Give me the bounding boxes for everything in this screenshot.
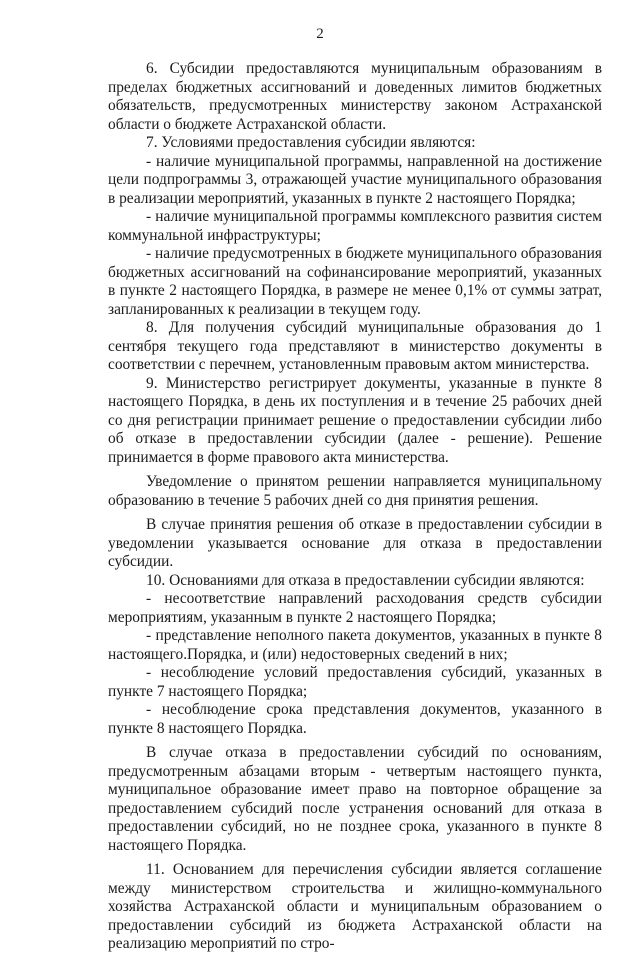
paragraph-10-item-3: - несоблюдение условий предоставления субсидий, указанных в пункте 7 настоящего Порядка; bbox=[108, 664, 602, 700]
paragraph-7-item-2: - наличие муниципальной программы комплексного развития систем коммунальной инфраструктуры; bbox=[108, 208, 602, 244]
document-body bbox=[108, 60, 602, 954]
paragraph-7-item-1: - наличие муниципальной программы, направленной на достижение цели подпрограммы 3, отражающей участие муниципального образования в реализации мероприятий, указанных в пункте 2 настоящего Порядка; bbox=[108, 152, 602, 207]
paragraph-7-heading: 7. Условиями предоставления субсидии являются: bbox=[146, 134, 476, 151]
paragraph-9-notice: Уведомление о принятом решении направляется муниципальному образованию в течение 5 рабочих дней со дня принятия решения. bbox=[108, 473, 602, 509]
paragraph-10-item-1: - несоответствие направлений расходования средств субсидии мероприятиям, указанным в пункте 2 настоящего Порядка; bbox=[108, 590, 602, 626]
paragraph-10-item-2: - представление неполного пакета документов, указанных в пункте 8 настоящего.Порядка, и (или) недостоверных сведений в них; bbox=[108, 627, 602, 663]
paragraph-10-item-4: - несоблюдение срока представления документов, указанного в пункте 8 настоящего Порядка. bbox=[108, 701, 602, 737]
paragraph-7-item-3: - наличие предусмотренных в бюджете муниципального образования бюджетных ассигнований на софинансирование мероприятий, указанных в пункте 2 настоящего Порядка, в размере не менее 0,1% от суммы затрат, запланированных к реализации в текущем году. bbox=[108, 245, 602, 318]
paragraph-11: 11. Основанием для перечисления субсидии является соглашение между министерством строительства и жилищно-коммунального хозяйства Астраханской области и муниципальным образованием о предоставлении субсидий из бюджета Астраханской области на реализацию мероприятий по стро- bbox=[108, 861, 602, 952]
paragraph-10-heading: 10. Основаниями для отказа в предоставлении субсидии являются: bbox=[146, 571, 585, 589]
page-number: 2 bbox=[316, 26, 324, 42]
paragraph-9-refusal: В случае принятия решения об отказе в предоставлении субсидии в уведомлении указывается основание для отказа в предоставлении субсидии. bbox=[108, 516, 602, 570]
paragraph-6: 6. Субсидии предоставляются муниципальным образованиям в пределах бюджетных ассигнований и доведенных лимитов бюджетных обязательств, предусмотренных министерству законом Астраханской области о бюджете Астраханской области. bbox=[108, 60, 602, 133]
paragraph-8: 8. Для получения субсидий муниципальные образования до 1 сентября текущего года представляют в министерство документы в соответствии с перечнем, установленным правовым актом министерства. bbox=[108, 319, 602, 373]
paragraph-10-repeat: В случае отказа в предоставлении субсидий по основаниям, предусмотренным абзацами вторым - четвертым настоящего пункта, муниципальное образование имеет право на повторное обращение за предоставлением субсидий после устранения оснований для отказа в предоставлении субсидий, но не позднее срока, указанного в пункте 8 настоящего Порядка. bbox=[108, 744, 602, 854]
paragraph-9: 9. Министерство регистрирует документы, указанные в пункте 8 настоящего Порядка, в день их поступления и в течение 25 рабочих дней со дня регистрации принимает решение о предоставлении субсидии либо об отказе в предоставлении субсидии (далее - решение). Решение принимается в форме правового акта министерства. bbox=[108, 374, 602, 466]
